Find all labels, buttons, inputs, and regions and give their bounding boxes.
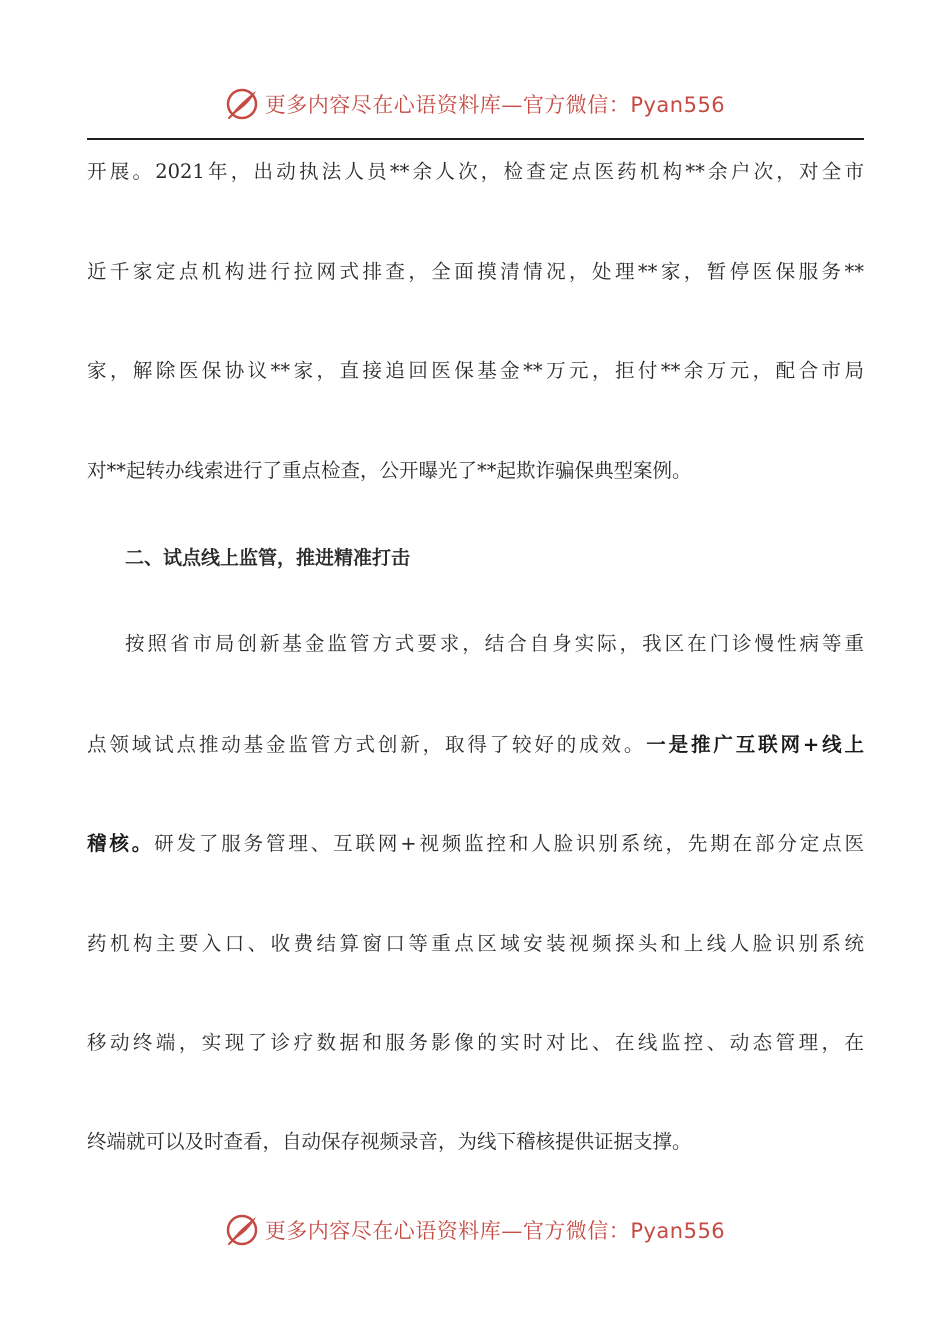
- header-banner: [0, 84, 950, 124]
- header-text: [265, 89, 725, 119]
- header-main: 更多内容尽在心语资料库: [264, 93, 502, 117]
- body-line-4: 对**起转办线索进行了重点检查，公开曝光了**起欺诈骗保典型案例。: [87, 459, 692, 482]
- footer-text: [265, 1215, 725, 1245]
- p2-line-1: 按照省市局创新基金监管方式要求，结合自身实际，我区在门诊慢性病等重: [125, 632, 864, 655]
- body-line-1: 开展。2021年，出动执法人员**余人次，检查定点医药机构**余户次，对全市: [87, 160, 864, 183]
- footer-main: 更多内容尽在心语资料库: [264, 1219, 502, 1243]
- footer-wechat-id: Pyan556: [630, 1219, 726, 1243]
- header-sep: —: [501, 93, 523, 117]
- footer-sep: —: [501, 1219, 523, 1243]
- body-line-2: 近千家定点机构进行拉网式排查，全面摸清情况，处理**家，暂停医保服务**: [87, 260, 864, 283]
- p2-line-3-text: 研发了服务管理、互联网+视频监控和人脸识别系统，先期在部分定点医: [154, 832, 864, 855]
- p2-line-3-bold: 稽核。: [87, 832, 155, 855]
- body-line-3: 家，解除医保协议**家，直接追回医保基金**万元，拒付**余万元，配合市局: [87, 359, 864, 382]
- footer-banner: [0, 1210, 950, 1250]
- p2-line-4: 药机构主要入口、收费结算窗口等重点区域安装视频探头和上线人脸识别系统: [87, 932, 864, 955]
- footer-label: 官方微信：: [522, 1219, 631, 1243]
- p2-line-5: 移动终端，实现了诊疗数据和服务影像的实时对比、在线监控、动态管理，在: [87, 1031, 864, 1054]
- header-wechat-id: Pyan556: [630, 93, 726, 117]
- header-divider: [87, 138, 864, 140]
- p2-line-2: [87, 731, 864, 759]
- section-heading: 二、试点线上监管，推进精准打击: [125, 547, 411, 569]
- header-label: 官方微信：: [522, 93, 631, 117]
- p2-line-3: [87, 830, 864, 858]
- quill-logo-icon: [225, 87, 259, 121]
- p2-line-2-text: 点领域试点推动基金监管方式创新，取得了较好的成效。: [87, 733, 647, 756]
- quill-logo-icon: [225, 1213, 259, 1247]
- p2-line-6: 终端就可以及时查看，自动保存视频录音，为线下稽核提供证据支撑。: [87, 1130, 692, 1153]
- p2-line-2-bold: 一是推广互联网+线上: [646, 733, 864, 756]
